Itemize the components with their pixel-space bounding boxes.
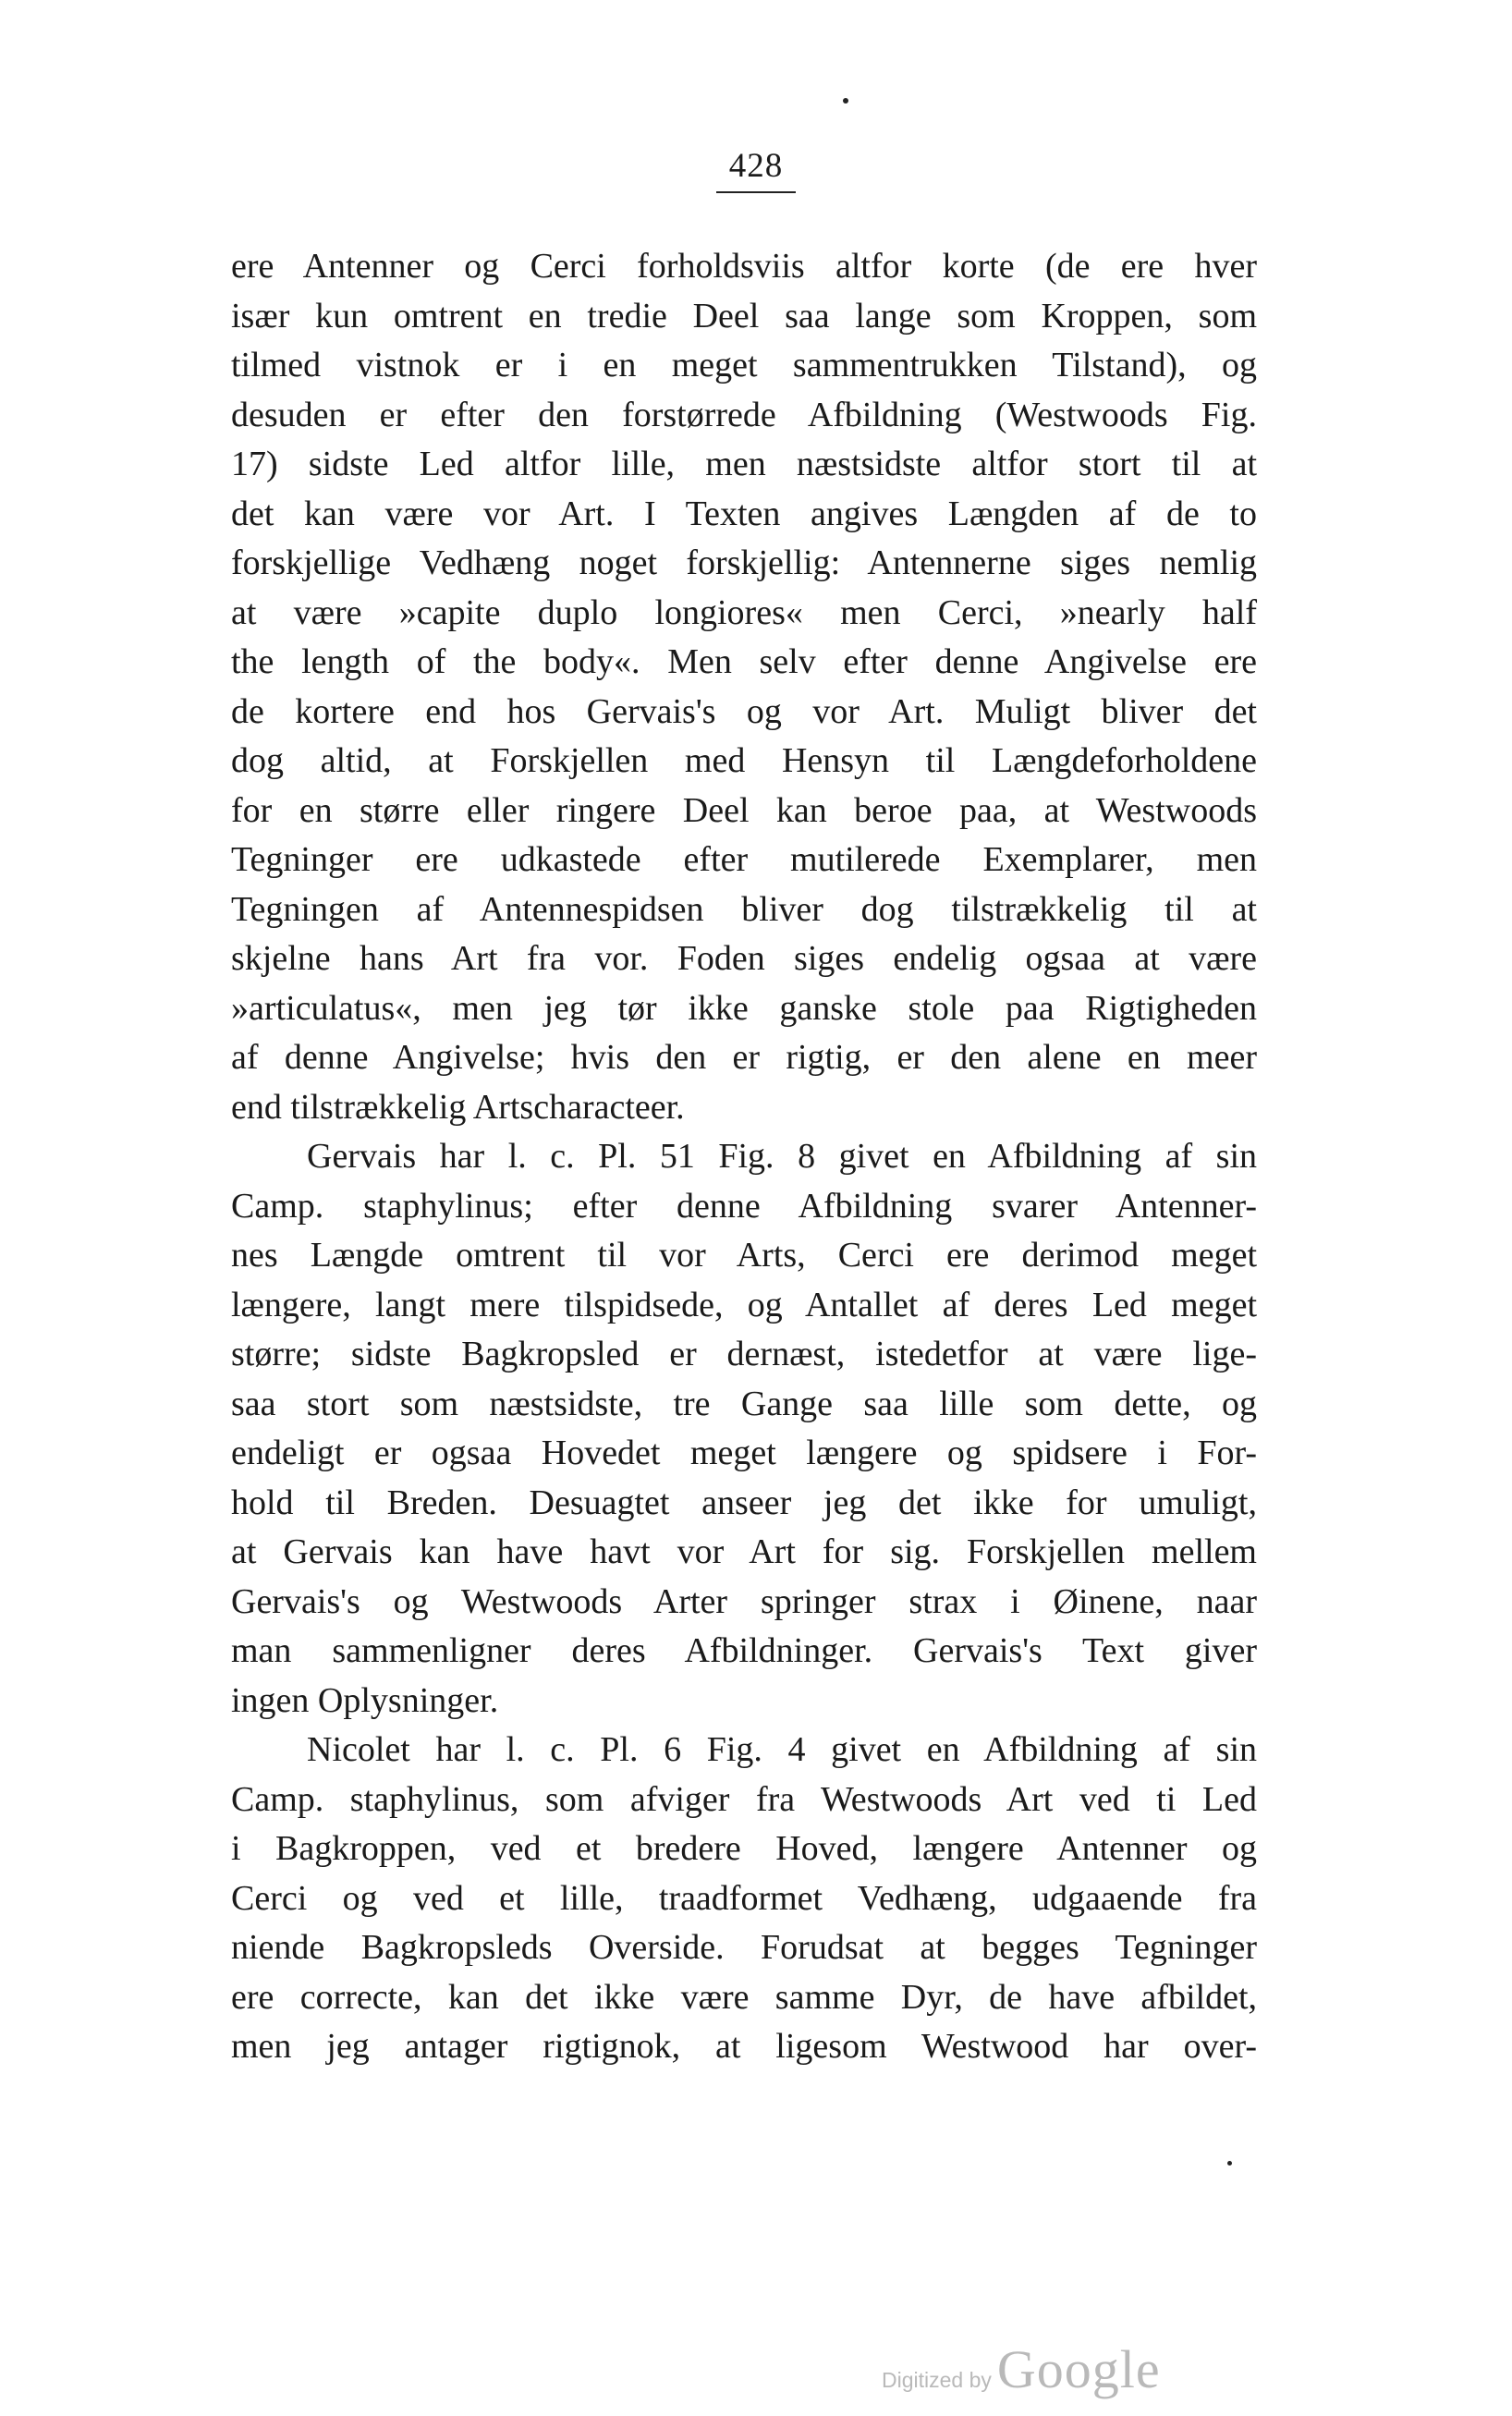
text-line: 17) sidste Led altfor lille, men næstsidste altfor stort til at [231, 445, 1257, 483]
text-line: man sammenligner deres Afbildninger. Gervais's Text giver [231, 1631, 1257, 1670]
text-line: længere, langt mere tilspidsede, og Antallet af deres Led meget [231, 1285, 1257, 1324]
text-line: ere correcte, kan det ikke være samme Dyr, de have afbildet, [231, 1977, 1257, 2017]
text-line: i Bagkroppen, ved et bredere Hoved, længere Antenner og [231, 1829, 1257, 1868]
text-line: »articulatus«, men jeg tør ikke ganske stole paa Rigtigheden [231, 988, 1257, 1028]
text-line: skjelne hans Art fra vor. Foden siges endelig ogsaa at være [231, 939, 1257, 978]
page-number [0, 146, 1512, 193]
text-line: især kun omtrent en tredie Deel saa lange som Kroppen, som [231, 296, 1257, 336]
text-line: men jeg antager rigtignok, at ligesom Westwood har over- [231, 2027, 1257, 2066]
text-line: ere Antenner og Cerci forholdsviis altfor korte (de ere hver [231, 247, 1257, 286]
body-text [231, 242, 1257, 2072]
digitized-watermark [882, 2338, 1161, 2399]
text-line: det kan være vor Art. I Texten angives Længden af de to [231, 494, 1257, 533]
text-line: Gervais's og Westwoods Arter springer strax i Øinene, naar [231, 1581, 1257, 1621]
text-line: tilmed vistnok er i en meget sammentrukken Tilstand), og [231, 346, 1257, 384]
text-line: Tegninger ere udkastede efter mutilerede Exemplarer, men [231, 840, 1257, 879]
text-line: end tilstrækkelig Artscharacteer. [231, 1087, 685, 1127]
ink-speck [1227, 2161, 1232, 2166]
text-line: større; sidste Bagkropsled er dernæst, istedetfor at være lige- [231, 1335, 1257, 1373]
page-number-text: 428 [716, 146, 797, 193]
text-line: at være »capite duplo longiores« men Cerci, »nearly half [231, 592, 1257, 632]
text-line: Gervais har l. c. Pl. 51 Fig. 8 givet en Afbildning af sin [307, 1137, 1257, 1176]
text-line: Nicolet har l. c. Pl. 6 Fig. 4 givet en Afbildning af sin [307, 1730, 1257, 1769]
text-line: at Gervais kan have havt vor Art for sig. Forskjellen mellem [231, 1532, 1257, 1571]
text-line: Camp. staphylinus; efter denne Afbildning svarer Antenner- [231, 1186, 1257, 1226]
text-line: for en større eller ringere Deel kan beroe paa, at Westwoods [231, 790, 1257, 830]
text-line: niende Bagkropsleds Overside. Forudsat at begges Tegninger [231, 1928, 1257, 1967]
text-line: Camp. staphylinus, som afviger fra Westwoods Art ved ti Led [231, 1779, 1257, 1819]
text-line: the length of the body«. Men selv efter denne Angivelse ere [231, 642, 1257, 681]
watermark-prefix: Digitized by [882, 2368, 992, 2392]
text-line: af denne Angivelse; hvis den er rigtig, er den alene en meer [231, 1038, 1257, 1077]
text-line: endeligt er ogsaa Hovedet meget længere og spidsere i For- [231, 1434, 1257, 1472]
text-line: dog altid, at Forskjellen med Hensyn til Længdeforholdene [231, 741, 1257, 780]
text-line: forskjellige Vedhæng noget forskjellig: Antennerne siges nemlig [231, 543, 1257, 582]
watermark-brand: Google [996, 2339, 1161, 2399]
text-line: de kortere end hos Gervais's og vor Art. Muligt bliver det [231, 691, 1257, 731]
text-line: nes Længde omtrent til vor Arts, Cerci ere derimod meget [231, 1236, 1257, 1275]
text-line: saa stort som næstsidste, tre Gange saa lille som dette, og [231, 1384, 1257, 1423]
text-line: hold til Breden. Desuagtet anseer jeg det ikke for umuligt, [231, 1483, 1257, 1522]
text-line: ingen Oplysninger. [231, 1680, 499, 1720]
ink-speck [843, 98, 848, 104]
text-line: Cerci og ved et lille, traadformet Vedhæng, udgaaende fra [231, 1878, 1257, 1918]
text-line: desuden er efter den forstørrede Afbildning (Westwoods Fig. [231, 395, 1257, 434]
text-line: Tegningen af Antennespidsen bliver dog tilstrækkelig til at [231, 889, 1257, 929]
